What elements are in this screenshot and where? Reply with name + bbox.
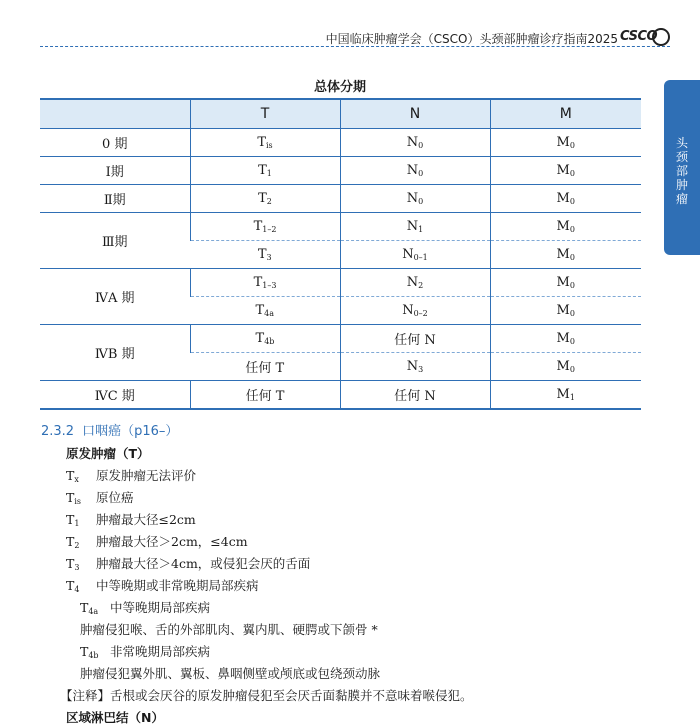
cell-n-symbol: N <box>406 359 419 374</box>
stage-label: Ⅲ期 <box>101 235 128 250</box>
cell-t-subscript: 1–3 <box>262 281 277 290</box>
definition-line <box>66 554 310 572</box>
section-title: 口咽癌（p16–） <box>82 424 179 439</box>
cell-t-symbol: T <box>255 331 265 346</box>
category-code-subscript: 3 <box>74 563 80 572</box>
cell-n-subscript: 0–2 <box>413 309 428 318</box>
category-code <box>66 578 88 594</box>
table-title: 总体分期 <box>313 80 366 95</box>
cell-m <box>490 157 641 185</box>
category-code <box>66 556 88 572</box>
cell-m <box>490 325 641 353</box>
category-code-subscript: x <box>74 475 79 484</box>
stage-label: 0 期 <box>102 137 128 152</box>
table-row <box>40 269 641 297</box>
cell-t-subscript: 2 <box>266 197 272 206</box>
definition-line <box>66 532 248 550</box>
cell-t-subscript: 4b <box>264 337 275 346</box>
cell-t-subscript: 3 <box>266 253 272 262</box>
line-text: 中等晚期局部疾病 <box>110 600 211 615</box>
cell-m-symbol: M <box>556 191 570 206</box>
cell-n-subscript: 0–1 <box>413 253 428 262</box>
line-text: 肿瘤最大径＞4cm，或侵犯会厌的舌面 <box>96 556 311 571</box>
line-text: 原发肿瘤（T） <box>66 446 150 461</box>
cell-t-symbol: T <box>255 303 265 318</box>
cell-n <box>340 185 490 213</box>
cell-m <box>490 185 641 213</box>
category-code-subscript: 4b <box>88 651 99 660</box>
category-code-subscript: 1 <box>74 519 80 528</box>
cell-t <box>190 297 340 325</box>
cell-m-symbol: M <box>556 275 570 290</box>
subheading <box>66 444 150 462</box>
cell-n-subscript: 3 <box>418 365 424 374</box>
section-number: 2.3.2 <box>41 424 75 439</box>
category-code-symbol: T <box>66 556 75 571</box>
cell-t <box>190 353 340 381</box>
cell-t <box>190 213 340 241</box>
cell-n-symbol: N <box>406 219 419 234</box>
cell-t-symbol: T <box>253 219 263 234</box>
definition-line <box>66 510 196 528</box>
running-header-title: 中国临床肿瘤学会（CSCO）头颈部肿瘤诊疗指南2025 <box>325 32 618 46</box>
cell-n-subscript: 0 <box>418 169 424 178</box>
chapter-side-tab <box>664 80 700 255</box>
cell-m-symbol: M <box>556 331 570 346</box>
cell-n <box>340 297 490 325</box>
definition-line <box>80 642 210 660</box>
definition-line <box>66 576 259 594</box>
cell-m <box>490 381 641 410</box>
category-code-symbol: T <box>66 468 75 483</box>
stage-label: ⅣA 期 <box>94 291 135 306</box>
column-header-n: N <box>340 99 490 129</box>
cell-m <box>490 353 641 381</box>
cell-m-symbol: M <box>556 359 570 374</box>
cell-n <box>340 241 490 269</box>
table-row <box>40 157 641 185</box>
cell-m-subscript: 1 <box>569 393 575 402</box>
cell-t <box>190 157 340 185</box>
cell-n <box>340 353 490 381</box>
category-code-symbol: T <box>66 512 75 527</box>
line-text: 非常晚期局部疾病 <box>110 644 211 659</box>
cell-m <box>490 269 641 297</box>
line-text: 区域淋巴结（N） <box>66 710 164 725</box>
line-text: 原位癌 <box>96 490 134 505</box>
cell-m-subscript: 0 <box>569 281 575 290</box>
note-text <box>60 686 473 704</box>
cell-t <box>190 185 340 213</box>
line-text: 肿瘤侵犯喉、舌的外部肌肉、翼内肌、硬腭或下颌骨 * <box>80 622 378 637</box>
column-header-t: T <box>190 99 340 129</box>
cell-n-symbol: 任何 N <box>394 333 436 348</box>
cell-n <box>340 213 490 241</box>
cell-n-subscript: 0 <box>418 141 424 150</box>
category-code-subscript: 4 <box>74 585 80 594</box>
stage-label: Ⅱ期 <box>103 193 126 208</box>
cell-n <box>340 325 490 353</box>
overall-staging-table <box>40 98 641 410</box>
category-code <box>66 512 88 528</box>
category-code-symbol: T <box>80 600 89 615</box>
definition-line <box>66 466 196 484</box>
category-code-symbol: T <box>80 644 89 659</box>
table-row <box>40 185 641 213</box>
cell-n <box>340 381 490 410</box>
cell-t-subscript: 1–2 <box>262 225 277 234</box>
cell-m-symbol: M <box>556 303 570 318</box>
stage-label: ⅣB 期 <box>94 347 135 362</box>
cell-n-symbol: 任何 N <box>394 389 436 404</box>
cell-n-subscript: 1 <box>418 225 424 234</box>
category-code-symbol: T <box>66 578 75 593</box>
definition-line <box>80 664 380 682</box>
cell-n-symbol: N <box>402 247 414 262</box>
cell-t <box>190 129 340 157</box>
line-text: 原发肿瘤无法评价 <box>96 468 197 483</box>
cell-m <box>490 213 641 241</box>
cell-m-symbol: M <box>556 387 570 402</box>
definition-line <box>66 488 134 506</box>
line-text: 肿瘤侵犯翼外肌、翼板、鼻咽侧壁或颅底或包绕颈动脉 <box>80 666 381 681</box>
cell-m-subscript: 0 <box>569 225 575 234</box>
cell-m-subscript: 0 <box>569 337 575 346</box>
cell-m-symbol: M <box>556 163 570 178</box>
cell-m-subscript: 0 <box>569 253 575 262</box>
line-text: 肿瘤最大径＞2cm，≤4cm <box>96 534 248 549</box>
cell-m-subscript: 0 <box>569 141 575 150</box>
category-code-symbol: T <box>66 534 75 549</box>
line-text: 肿瘤最大径≤2cm <box>96 512 196 527</box>
cell-t <box>190 381 340 410</box>
cell-n-symbol: N <box>402 303 414 318</box>
table-row <box>40 213 641 241</box>
cell-n <box>340 269 490 297</box>
cell-n <box>340 157 490 185</box>
cell-t-symbol: T <box>257 247 267 262</box>
cell-m-symbol: M <box>556 135 570 150</box>
table-row <box>40 325 641 353</box>
subheading <box>66 708 164 726</box>
stage-label: ⅣC 期 <box>94 389 135 404</box>
cell-t-symbol: 任何 T <box>245 389 285 404</box>
cell-n-symbol: N <box>406 275 419 290</box>
cell-m-symbol: M <box>556 247 570 262</box>
column-header-m: M <box>490 99 641 129</box>
category-code <box>66 468 88 484</box>
cell-t-symbol: T <box>258 191 267 206</box>
cell-t <box>190 269 340 297</box>
line-text: 中等晚期或非常晚期局部疾病 <box>96 578 259 593</box>
csco-logo-mark-icon <box>652 28 670 46</box>
cell-n-subscript: 2 <box>418 281 424 290</box>
stage-label: Ⅰ期 <box>105 165 124 180</box>
cell-m <box>490 129 641 157</box>
cell-m <box>490 297 641 325</box>
category-code-subscript: 4a <box>88 607 99 616</box>
cell-t-subscript: 1 <box>266 169 272 178</box>
table-row <box>40 129 641 157</box>
column-header-stage <box>40 99 190 129</box>
cell-t-symbol: T <box>257 135 266 150</box>
cell-n-symbol: N <box>406 163 419 178</box>
cell-t-symbol: 任何 T <box>245 361 285 376</box>
line-text: 【注释】舌根或会厌谷的原发肿瘤侵犯至会厌舌面黏膜并不意味着喉侵犯。 <box>60 688 473 703</box>
section-heading <box>41 420 178 439</box>
table-row <box>40 381 641 410</box>
category-code-subscript: is <box>74 497 82 506</box>
cell-m-subscript: 0 <box>569 365 575 374</box>
cell-t-symbol: T <box>253 275 263 290</box>
cell-t-symbol: T <box>258 163 267 178</box>
category-code <box>80 600 102 616</box>
cell-n-subscript: 0 <box>418 197 424 206</box>
category-code-subscript: 2 <box>74 541 80 550</box>
chapter-side-tab-label: 头颈部肿瘤 <box>676 136 689 206</box>
category-code-symbol: T <box>66 490 75 505</box>
cell-m-subscript: 0 <box>569 169 575 178</box>
category-code <box>66 534 88 550</box>
cell-n <box>340 129 490 157</box>
cell-t <box>190 241 340 269</box>
definition-line <box>80 598 210 616</box>
cell-n-symbol: N <box>406 191 419 206</box>
cell-n-symbol: N <box>406 135 419 150</box>
cell-t-subscript: 4a <box>264 309 275 318</box>
cell-m-subscript: 0 <box>569 197 575 206</box>
definition-line <box>80 620 378 638</box>
table-header-row <box>40 99 641 129</box>
cell-t-subscript: is <box>266 141 273 150</box>
csco-logo <box>620 26 670 48</box>
cell-t <box>190 325 340 353</box>
header-divider <box>40 46 670 47</box>
category-code <box>66 490 88 506</box>
csco-logo-text: CSCO <box>620 29 658 44</box>
cell-m-symbol: M <box>556 219 570 234</box>
cell-m <box>490 241 641 269</box>
category-code <box>80 644 102 660</box>
cell-m-subscript: 0 <box>569 309 575 318</box>
